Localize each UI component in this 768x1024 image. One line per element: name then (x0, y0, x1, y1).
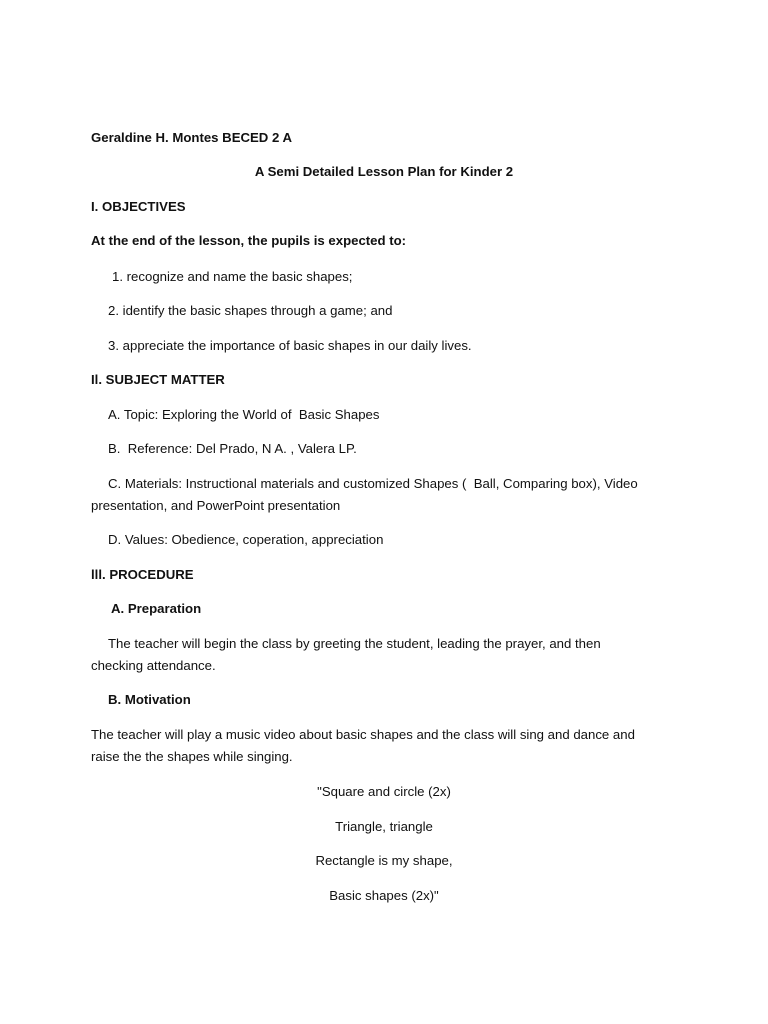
objective-item: 3. appreciate the importance of basic shapes in our daily lives. (108, 338, 472, 353)
preparation-heading: A. Preparation (111, 601, 202, 616)
reference-line: B. Reference: Del Prado, N A. , Valera LP. (108, 441, 357, 456)
objectives-heading: I. OBJECTIVES (91, 199, 186, 214)
preparation-text: The teacher will begin the class by greeting the student, leading the prayer, and then (108, 636, 601, 651)
preparation-text: checking attendance. (91, 658, 216, 673)
document-title: A Semi Detailed Lesson Plan for Kinder 2 (254, 164, 514, 179)
values-line: D. Values: Obedience, coperation, appreciation (108, 532, 384, 547)
song-line: "Square and circle (2x) (317, 784, 451, 799)
topic-line: A. Topic: Exploring the World of Basic Shapes (108, 407, 380, 422)
objectives-intro: At the end of the lesson, the pupils is expected to: (91, 233, 407, 248)
materials-line: presentation, and PowerPoint presentation (91, 498, 341, 513)
materials-line: C. Materials: Instructional materials and customized Shapes ( Ball, Comparing box), Video (108, 476, 638, 491)
song-line: Rectangle is my shape, (315, 853, 453, 868)
song-line: Triangle, triangle (335, 819, 433, 834)
procedure-heading: lll. PROCEDURE (91, 567, 194, 582)
song-line: Basic shapes (2x)" (329, 888, 439, 903)
subject-matter-heading: Il. SUBJECT MATTER (91, 372, 225, 387)
objective-item: 2. identify the basic shapes through a game; and (108, 303, 393, 318)
motivation-heading: B. Motivation (108, 692, 191, 707)
motivation-text: raise the the shapes while singing. (91, 749, 293, 764)
motivation-text: The teacher will play a music video about basic shapes and the class will sing and dance and (91, 727, 635, 742)
author-line: Geraldine H. Montes BECED 2 A (91, 130, 293, 145)
objective-item: 1. recognize and name the basic shapes; (112, 269, 353, 284)
